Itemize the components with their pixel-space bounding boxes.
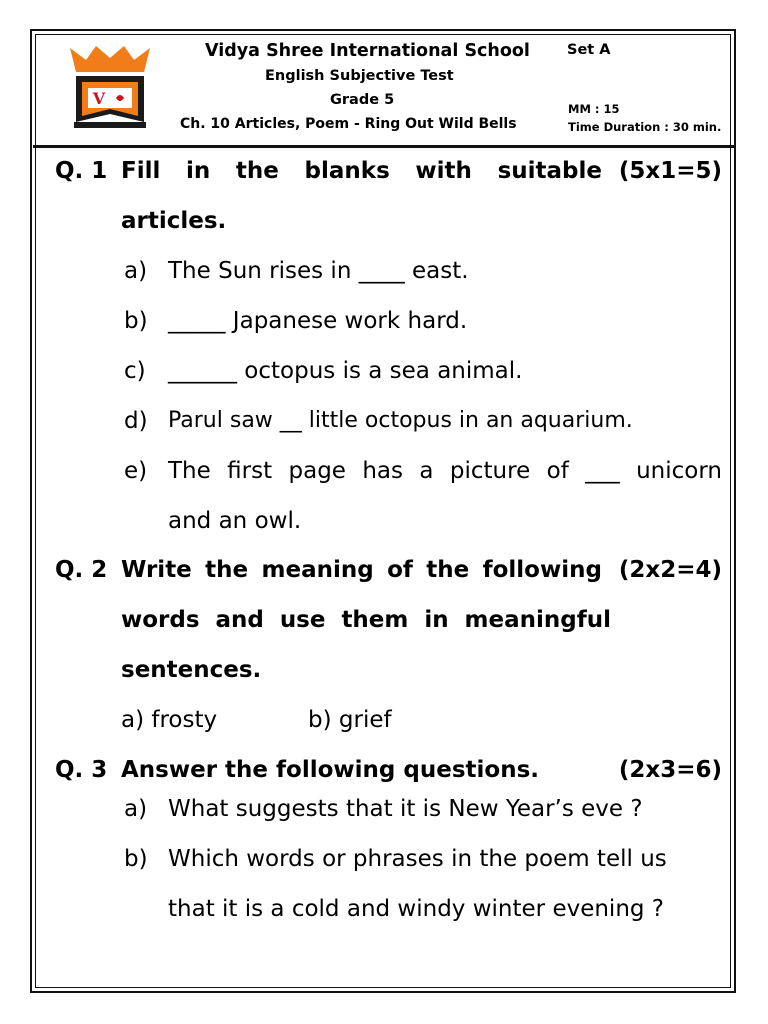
- q3-option-letter: a): [124, 796, 148, 822]
- q3-option-text: Which words or phrases in the poem tell us: [168, 846, 667, 872]
- q3-option-text-continued: that it is a cold and windy winter evening ?: [168, 896, 665, 922]
- q1-title-line1: [121, 158, 602, 184]
- q2-word: Write: [121, 557, 192, 583]
- q1-option-text: The Sun rises in ____ east.: [168, 258, 469, 284]
- q2-word: the: [426, 557, 470, 583]
- max-marks: MM : 15: [568, 102, 620, 116]
- test-name: English Subjective Test: [265, 68, 454, 84]
- q2-word: meaning: [261, 557, 374, 583]
- q1-option-letter: c): [124, 358, 146, 384]
- school-name: Vidya Shree International School: [205, 41, 530, 61]
- set-label: Set A: [567, 42, 611, 58]
- q1-e-word: first: [227, 458, 273, 484]
- q3-option-text: What suggests that it is New Year’s eve ?: [168, 796, 643, 822]
- q3-marks: (2x3=6): [618, 757, 722, 783]
- q1-e-word: page: [288, 458, 346, 484]
- q1-label: Q. 1: [55, 158, 108, 184]
- chapter: Ch. 10 Articles, Poem - Ring Out Wild Bells: [180, 116, 517, 132]
- q1-word: with: [415, 158, 472, 184]
- q1-e-word: The: [168, 458, 211, 484]
- school-logo: [64, 42, 156, 132]
- q1-e-word: has: [362, 458, 404, 484]
- q1-option-text: ______ octopus is a sea animal.: [168, 358, 523, 384]
- q2-word: of: [387, 557, 413, 583]
- q2-title-line1: [121, 557, 602, 583]
- q2-word: in: [424, 607, 449, 633]
- q2-word: use: [279, 607, 326, 633]
- q1-marks: (5x1=5): [618, 158, 722, 184]
- q1-e-word: ___: [585, 458, 620, 484]
- q1-e-word: picture: [449, 458, 531, 484]
- q2-word: and: [215, 607, 264, 633]
- q1-option-letter: a): [124, 258, 148, 284]
- q3-label: Q. 3: [55, 757, 108, 783]
- q2-title-line2: [121, 607, 611, 633]
- logo-base: [74, 122, 146, 128]
- q2-word: the: [205, 557, 249, 583]
- q1-word: in: [186, 158, 211, 184]
- q2-word-a: a) frosty: [121, 707, 218, 733]
- q2-word: following: [482, 557, 602, 583]
- q1-option-letter: b): [124, 308, 148, 334]
- q1-word: blanks: [304, 158, 390, 184]
- time-duration: Time Duration : 30 min.: [568, 120, 722, 134]
- header-divider: [33, 145, 735, 148]
- logo-letter: V: [92, 89, 106, 108]
- q1-option-letter: d): [124, 408, 148, 434]
- q2-marks: (2x2=4): [618, 557, 722, 583]
- q1-option-text: Parul saw __ little octopus in an aquarium.: [168, 408, 633, 433]
- q2-label: Q. 2: [55, 557, 108, 583]
- q1-word: suitable: [497, 158, 602, 184]
- q2-word: them: [341, 607, 409, 633]
- q1-word: Fill: [121, 158, 161, 184]
- q3-title: Answer the following questions.: [121, 757, 539, 783]
- q1-option-text-continued: and an owl.: [168, 508, 302, 534]
- q2-word: meaningful: [464, 607, 611, 633]
- logo-crown: [70, 46, 150, 72]
- q1-e-word: unicorn: [636, 458, 722, 484]
- q2-word: words: [121, 607, 200, 633]
- q1-title-line2: articles.: [121, 208, 227, 234]
- q2-word-b: b) grief: [308, 707, 392, 733]
- q1-option-text: [168, 458, 722, 484]
- q2-title-line3: sentences.: [121, 657, 262, 683]
- grade: Grade 5: [330, 92, 395, 108]
- q1-e-word: of: [546, 458, 569, 484]
- q1-option-text: _____ Japanese work hard.: [168, 308, 468, 334]
- q1-e-word: a: [419, 458, 434, 484]
- q3-option-letter: b): [124, 846, 148, 872]
- q1-option-letter: e): [124, 458, 148, 484]
- q1-word: the: [235, 158, 279, 184]
